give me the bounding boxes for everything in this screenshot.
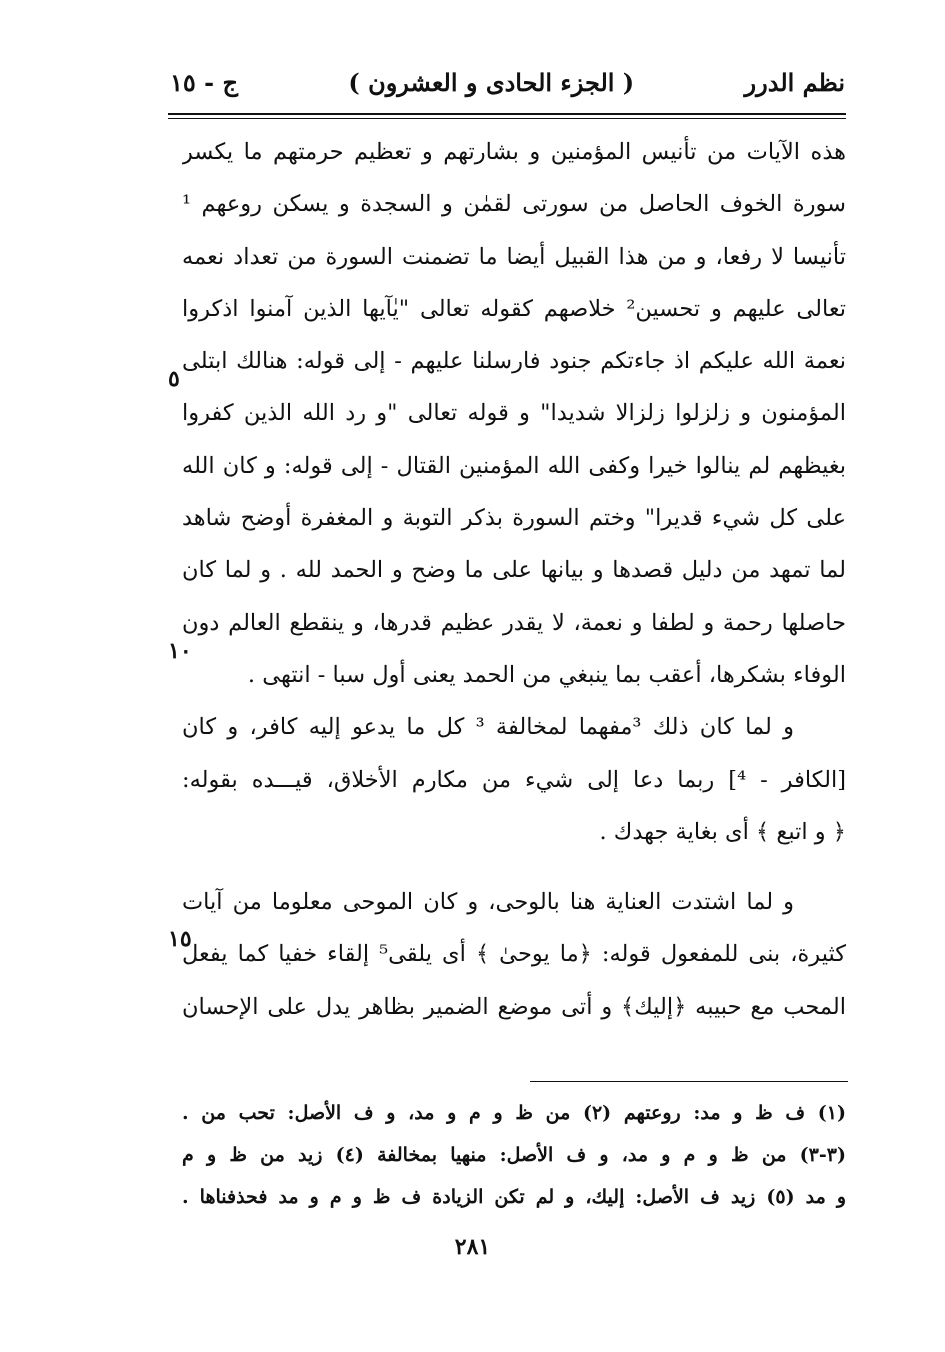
header-part-title: ( الجزء الحادى و العشرون ) [348,67,635,97]
text-line: و لما كان ذلك ³مفهما لمخالفة ³ كل ما يدعو إليه كافر، و كان [182,714,795,741]
header-book-title: نظم الدرر [744,67,845,97]
text-line: حاصلها رحمة و لطفا و نعمة، لا يقدر عظيم قدرها، و ينقطع العالم دون [182,609,846,636]
margin-line-number: ٥ [168,366,180,392]
text-line: بغيظهم لم ينالوا خيرا وكفى الله المؤمنين القتال - إلى قوله: و كان الله [182,452,846,479]
header-rule-thick [168,113,846,115]
header-volume: ج - ١٥ [170,67,238,97]
footnote-rule [530,1081,848,1082]
footnote-line: (٣-٣) من ظ و م و مد، و ف الأصل: منهيا بمخالفة (٤) زيد من ظ و م [182,1144,846,1166]
margin-line-number: ١٠ [168,638,192,664]
running-header [170,60,845,104]
text-line: الوفاء بشكرها، أعقب بما ينبغي من الحمد يعنى أول سبا - انتهى . [247,661,846,688]
main-text [182,126,846,1033]
footnote-line: (١) ف ظ و مد: روعتهم (٢) من ظ و م و مد، و ف الأصل: تحب من . [182,1102,846,1124]
text-line: كثيرة، بنى للمفعول قوله: ﴿ما يوحىٰ ﴾ أى يلقى⁵ إلقاء خفيا كما يفعل [182,941,846,968]
text-line: [الكافر - ⁴] ربما دعا إلى شيء من مكارم الأخلاق، قيـــده بقوله: [182,766,846,793]
text-line: سورة الخوف الحاصل من سورتى لقمٰن و السجدة و يسكن روعهم ¹ [182,191,846,218]
text-line: تأنيسا لا رفعا، و من هذا القبيل أيضا ما تضمنت السورة من تعداد نعمه [182,243,846,270]
text-line: ﴿ و اتبع ﴾ أى بغاية جهدك . [599,818,846,845]
text-line: و لما اشتدت العناية هنا بالوحى، و كان الموحى معلوما من آيات [182,889,794,916]
margin-line-number: ١٥ [168,926,192,952]
text-line: المؤمنون و زلزلوا زلزالا شديدا" و قوله تعالى "و رد الله الذين كفروا [182,400,846,427]
header-rule-thin [168,118,846,119]
footnote-line: و مد (٥) زيد ف الأصل: إليك، و لم تكن الزيادة ف ظ و م و مد فحذفناها . [182,1186,846,1208]
text-line: تعالى عليهم و تحسين² خلاصهم كقوله تعالى "يٰآيها الذين آمنوا اذكروا [182,295,846,322]
footnotes [182,1092,846,1218]
text-line: نعمة الله عليكم اذ جاءتكم جنود فارسلنا عليهم - إلى قوله: هنالك ابتلى [182,348,846,375]
text-line: المحب مع حبيبه ﴿إليك﴾ و أتى موضع الضمير بظاهر يدل على الإحسان [182,993,846,1020]
page-number: ٢٨١ [454,1234,491,1260]
text-line: هذه الآيات من تأنيس المؤمنين و بشارتهم و تعظيم حرمتهم ما يكسر [182,139,846,165]
text-line: لما تمهد من دليل قصدها و بيانها على ما وضح و الحمد لله . و لما كان [182,557,846,584]
text-line: على كل شيء قديرا" وختم السورة بذكر التوبة و المغفرة أوضح شاهد [182,505,846,532]
